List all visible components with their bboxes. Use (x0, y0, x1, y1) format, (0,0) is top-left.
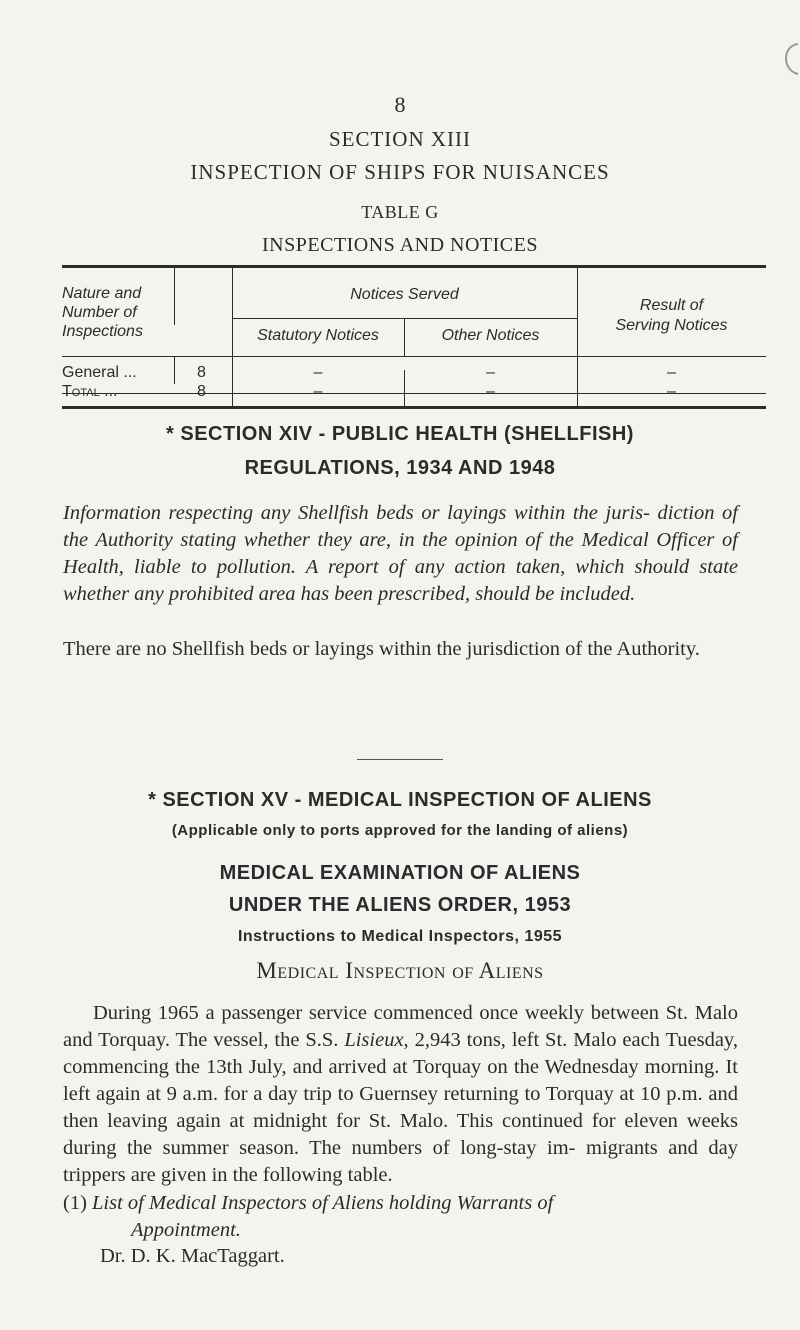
section-13-subtitle: INSPECTION OF SHIPS FOR NUISANCES (190, 160, 610, 184)
service-paragraph: During 1965 a passenger service commenced once weekly between St. Malo and Torquay. The vessel, the S.S. Lisieux, 2,943 tons, left St. Malo each Tuesday, commencing the 13th July, and arrived at Torquay on the Wednesday morning. It left again at 9 a.m. for a day trip to Guernsey returning to Torquay at 10 p.m. and then leaving again at midnight for St. Malo. This continued for eleven weeks during the summer season. The numbers of long-stay im- migrants and day trippers are given in the following table. (63, 1002, 738, 1186)
header-statutory-notices: Statutory Notices (257, 327, 379, 344)
row-label: General ... (62, 364, 137, 381)
row-number: 8 (197, 364, 206, 381)
table-title: INSPECTIONS AND NOTICES (262, 234, 538, 256)
list-text-line2: Appointment. (131, 1219, 241, 1241)
section-13-title: SECTION XIII (328, 127, 472, 151)
page-number: 8 (394, 92, 406, 117)
row-statutory: – (313, 383, 323, 400)
row-statutory: – (313, 364, 323, 381)
table-label: TABLE G (361, 202, 439, 222)
row-other: – (486, 383, 495, 400)
divider (357, 759, 443, 760)
header-nature-number: Nature and Number of Inspections (62, 285, 143, 340)
row-label: Total ... (62, 383, 118, 400)
section-15-note: (Applicable only to ports approved for the landing of aliens) (171, 822, 629, 839)
section-14-title: * SECTION XIV - PUBLIC HEALTH (SHELLFISH) (166, 423, 634, 445)
ship-name: Lisieux (344, 1029, 404, 1051)
list-number: (1) (63, 1192, 87, 1214)
exam-title-line2: UNDER THE ALIENS ORDER, 1953 (228, 894, 572, 916)
row-number: 8 (197, 383, 206, 400)
subheading-medical-inspection: Medical Inspection of Aliens (256, 958, 544, 983)
header-other-notices: Other Notices (441, 327, 540, 344)
header-result: Result of Serving Notices (615, 297, 728, 334)
instructions-line: Instructions to Medical Inspectors, 1955 (237, 928, 563, 945)
section-14-title-line2: REGULATIONS, 1934 AND 1948 (244, 457, 556, 479)
header-notices-served: Notices Served (350, 286, 459, 303)
row-other: – (486, 364, 495, 381)
section-15-title: * SECTION XV - MEDICAL INSPECTION OF ALIENS (148, 789, 652, 811)
row-result: – (667, 383, 676, 400)
page-corner-mark (776, 40, 800, 80)
exam-title: MEDICAL EXAMINATION OF ALIENS (219, 862, 581, 884)
shellfish-italic-paragraph: Information respecting any Shellfish beds or layings within the juris- diction of the Authority stating whether they are, in the opinion of the Medical Officer of Health, liable to pollution. A report of any action taken, which should state whether any prohibited area has been prescribed, should be included. (63, 502, 738, 605)
list-item (63, 1190, 743, 1244)
doctor-name: Dr. D. K. MacTaggart. (100, 1245, 285, 1267)
row-result: – (667, 364, 676, 381)
list-text: List of Medical Inspectors of Aliens holding Warrants of (92, 1192, 554, 1214)
shellfish-paragraph: There are no Shellfish beds or layings within the jurisdiction of the Authority. (63, 638, 700, 660)
